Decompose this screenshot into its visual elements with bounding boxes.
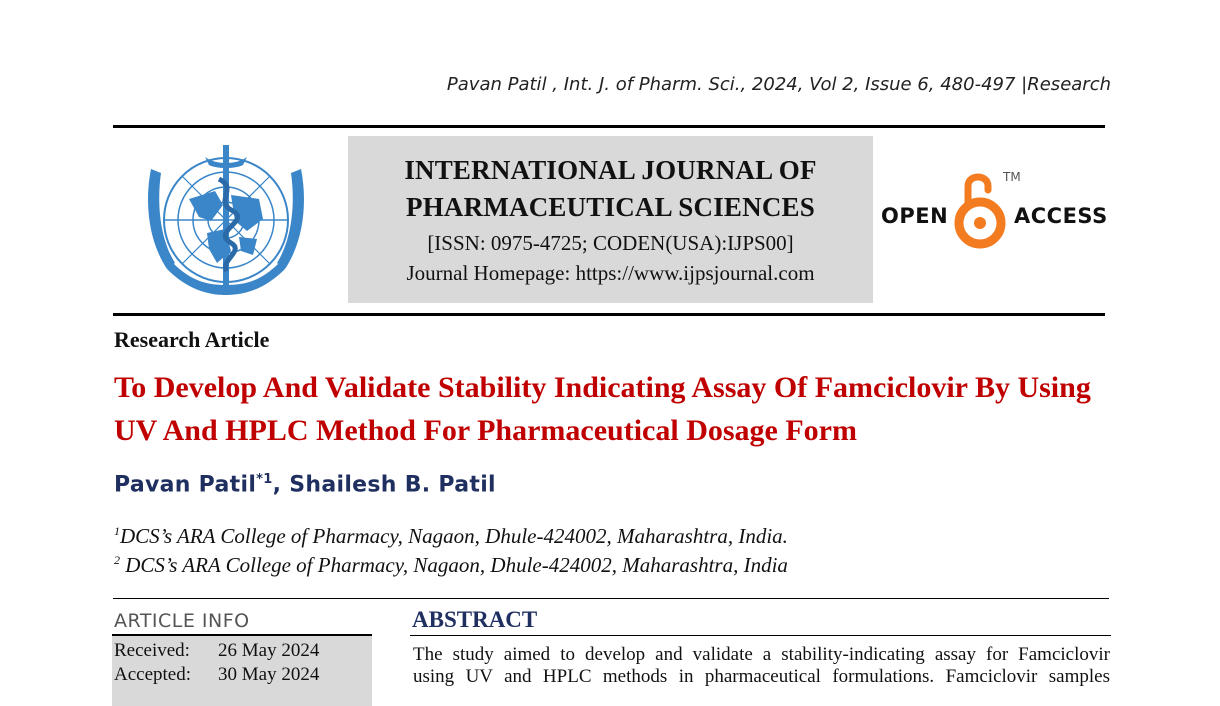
info-value: 26 May 2024: [218, 640, 320, 661]
author-name[interactable]: Shailesh B. Patil: [289, 472, 496, 498]
journal-masthead: [348, 136, 873, 303]
author-list: [114, 472, 496, 497]
open-access-open-text: OPEN: [881, 204, 949, 228]
running-head: Pavan Patil , Int. J. of Pharm. Sci., 2024, Vol 2, Issue 6, 480-497 |Research: [446, 74, 1111, 95]
affiliation-1: [114, 524, 788, 549]
info-row-accepted: [114, 664, 319, 686]
open-access-lock-icon: [954, 168, 1006, 250]
author-name[interactable]: Pavan Patil: [114, 472, 257, 498]
abstract-line: The study aimed to develop and validate a stability-indicating assay for Famciclovir: [413, 644, 1110, 665]
journal-title-line2: PHARMACEUTICAL SCIENCES: [406, 192, 815, 222]
abstract-line: using UV and HPLC methods in pharmaceutical formulations. Famciclovir samples: [413, 666, 1110, 687]
affiliation-2: [114, 553, 788, 578]
header-rule-bottom: [113, 313, 1105, 316]
info-label: Received:: [114, 640, 190, 661]
journal-title-line1: INTERNATIONAL JOURNAL OF: [404, 155, 817, 185]
info-value: 30 May 2024: [218, 664, 320, 685]
abstract-heading: ABSTRACT: [412, 607, 538, 632]
abstract-rule: [410, 635, 1111, 636]
affiliation-text: DCS’s ARA College of Pharmacy, Nagaon, Dhule-424002, Maharashtra, India.: [120, 524, 788, 548]
journal-homepage[interactable]: Journal Homepage: https://www.ijpsjournal.com: [406, 261, 815, 285]
header-rule-top: [113, 125, 1105, 128]
open-access-access-text: ACCESS: [1014, 204, 1108, 228]
abstract-body: [413, 644, 1110, 688]
article-type: Research Article: [114, 327, 270, 352]
affiliation-text: DCS’s ARA College of Pharmacy, Nagaon, Dhule-424002, Maharashtra, India: [120, 553, 788, 577]
article-info-box: [112, 636, 372, 706]
article-info-heading: ARTICLE INFO: [114, 610, 250, 632]
journal-issn: [ISSN: 0975-4725; CODEN(USA):IJPS00]: [427, 231, 794, 255]
affiliation-marker: 1: [114, 524, 120, 538]
info-row-received: [114, 640, 319, 662]
info-label: Accepted:: [114, 664, 192, 685]
journal-emblem-icon: [127, 139, 325, 305]
section-divider: [113, 598, 1109, 599]
open-access-trademark: TM: [1003, 170, 1021, 184]
author-separator: ,: [272, 472, 290, 498]
author-affiliation-marker: *1: [256, 472, 273, 487]
article-title: To Develop And Validate Stability Indicating Assay Of Famciclovir By Using UV And HPLC Method For Pharmaceutical Dosage Form: [114, 371, 1091, 447]
affiliation-marker: 2: [114, 553, 120, 567]
